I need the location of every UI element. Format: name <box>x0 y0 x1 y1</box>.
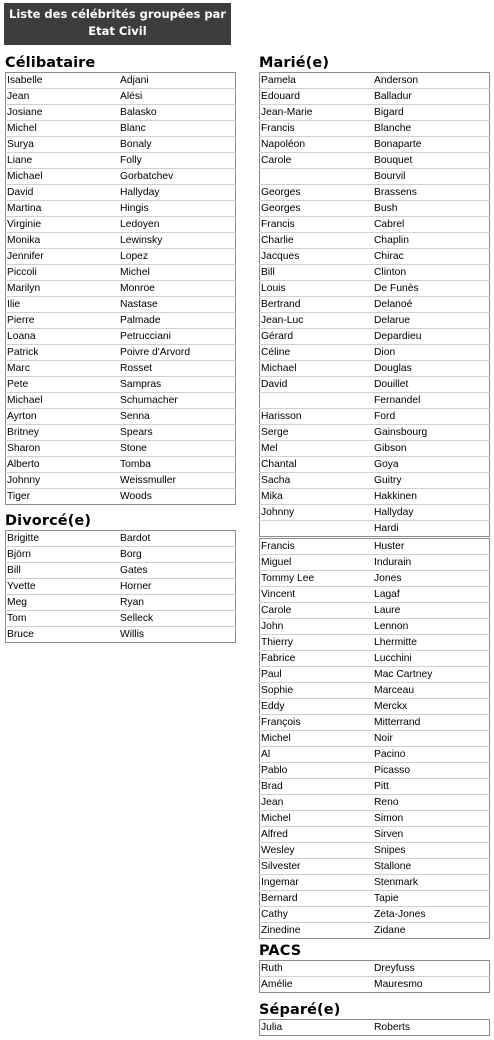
table-row <box>260 393 490 409</box>
table-row <box>6 121 236 137</box>
table-row <box>260 233 490 249</box>
first-name-cell: David <box>6 185 120 201</box>
table-row <box>260 217 490 233</box>
last-name-cell: Bigard <box>373 105 490 121</box>
first-name-cell: Pierre <box>6 313 120 329</box>
last-name-cell: Cabrel <box>373 217 490 233</box>
first-name-cell: Chantal <box>260 457 374 473</box>
table-row <box>260 635 490 651</box>
first-name-cell: Alfred <box>260 827 374 843</box>
first-name-cell: Tiger <box>7 491 31 502</box>
table-row <box>6 345 236 361</box>
last-name-cell: Gibson <box>373 441 490 457</box>
table-row <box>260 843 490 859</box>
first-name-cell: Tommy Lee <box>260 571 374 587</box>
first-name-cell: Pete <box>6 377 120 393</box>
last-name-cell: Tapie <box>373 891 490 907</box>
first-name-cell: Jean <box>260 795 374 811</box>
first-name-cell: Jean-Luc <box>260 313 374 329</box>
last-name-cell: Balasko <box>119 105 236 121</box>
first-name-cell: Michel <box>260 811 374 827</box>
first-name-cell: Brad <box>260 779 374 795</box>
first-name-cell: Sacha <box>260 473 374 489</box>
last-name-cell: Laure <box>373 603 490 619</box>
last-name-cell: Snipes <box>373 843 490 859</box>
first-name-cell: Piccoli <box>6 265 120 281</box>
table-row <box>6 393 236 409</box>
table-row <box>260 313 490 329</box>
last-name-cell: Hakkinen <box>373 489 490 505</box>
first-name-cell: Tom <box>6 611 120 627</box>
first-name-cell: Amélie <box>261 979 293 990</box>
table-row <box>6 489 236 505</box>
table-row <box>6 73 236 89</box>
last-name-cell: Nastase <box>119 297 236 313</box>
first-name-cell: Sophie <box>260 683 374 699</box>
table-row <box>6 217 236 233</box>
table-row <box>260 699 490 715</box>
first-name-cell: Pablo <box>260 763 374 779</box>
table-row <box>6 361 236 377</box>
last-name-cell: Pitt <box>373 779 490 795</box>
first-name-cell: Martina <box>6 201 120 217</box>
last-name-cell: Willis <box>120 629 145 640</box>
first-name-cell: David <box>260 377 374 393</box>
table-row <box>260 281 490 297</box>
last-name-cell: Depardieu <box>373 329 490 345</box>
table-row <box>260 249 490 265</box>
table-row <box>260 859 490 875</box>
last-name-cell: Schumacher <box>119 393 236 409</box>
last-name-cell: Douillet <box>373 377 490 393</box>
celebrity-table <box>259 960 490 993</box>
table-row <box>260 683 490 699</box>
group-heading: Marié(e) <box>259 55 330 71</box>
table-row <box>260 169 490 185</box>
table-row <box>6 297 236 313</box>
table-row <box>260 265 490 281</box>
last-name-cell: Chirac <box>373 249 490 265</box>
first-name-cell: Michel <box>6 121 120 137</box>
table-row <box>6 627 236 643</box>
table-row <box>6 595 236 611</box>
last-name-cell: Stone <box>119 441 236 457</box>
celebrity-table <box>259 538 490 939</box>
last-name-cell: Adjani <box>119 73 236 89</box>
last-name-cell: Horner <box>119 579 236 595</box>
table-row <box>260 105 490 121</box>
table-row <box>260 555 490 571</box>
last-name-cell: Mac Cartney <box>373 667 490 683</box>
first-name-cell: Céline <box>260 345 374 361</box>
page-title-line-1: Liste des célébrités groupées par <box>9 7 226 21</box>
first-name-cell: Virginie <box>6 217 120 233</box>
last-name-cell: Delarue <box>373 313 490 329</box>
table-row <box>260 715 490 731</box>
last-name-cell: Lopez <box>119 249 236 265</box>
last-name-cell: Bonaly <box>119 137 236 153</box>
first-name-cell: Pamela <box>260 73 374 89</box>
last-name-cell: Balladur <box>373 89 490 105</box>
last-name-cell: Anderson <box>373 73 490 89</box>
last-name-cell: Bourvil <box>373 169 490 185</box>
first-name-cell: Miguel <box>260 555 374 571</box>
first-name-cell: Ingemar <box>260 875 374 891</box>
last-name-cell: Guitry <box>373 473 490 489</box>
first-name-cell: Wesley <box>260 843 374 859</box>
first-name-cell: Michael <box>6 393 120 409</box>
last-name-cell: Ledoyen <box>119 217 236 233</box>
page-title <box>4 3 231 45</box>
last-name-cell: Senna <box>119 409 236 425</box>
first-name-cell: Isabelle <box>6 73 120 89</box>
table-row <box>6 547 236 563</box>
last-name-cell: Reno <box>373 795 490 811</box>
first-name-cell: Vincent <box>260 587 374 603</box>
table-row <box>260 457 490 473</box>
first-name-cell: Bruce <box>7 629 34 640</box>
last-name-cell: Bouquet <box>373 153 490 169</box>
last-name-cell: Indurain <box>373 555 490 571</box>
first-name-cell: Jean <box>6 89 120 105</box>
last-name-cell: Chaplin <box>373 233 490 249</box>
table-row <box>260 827 490 843</box>
table-row <box>6 185 236 201</box>
table-row <box>6 153 236 169</box>
table-row <box>260 923 490 939</box>
last-name-cell: Bush <box>373 201 490 217</box>
table-row <box>260 185 490 201</box>
celebrity-table <box>259 1019 490 1036</box>
last-name-cell: Selleck <box>119 611 236 627</box>
table-row <box>260 1020 490 1036</box>
last-name-cell: De Funès <box>373 281 490 297</box>
first-name-cell: Johnny <box>6 473 120 489</box>
first-name-cell: John <box>260 619 374 635</box>
first-name-cell: Michael <box>260 361 374 377</box>
first-name-cell: Ilie <box>6 297 120 313</box>
table-row <box>260 795 490 811</box>
last-name-cell: Blanc <box>119 121 236 137</box>
last-name-cell: Petrucciani <box>119 329 236 345</box>
table-row <box>260 505 490 521</box>
table-row <box>6 265 236 281</box>
last-name-cell: Ford <box>373 409 490 425</box>
first-name-cell: Edouard <box>260 89 374 105</box>
table-row <box>6 377 236 393</box>
table-row <box>6 137 236 153</box>
last-name-cell: Zidane <box>374 925 406 936</box>
last-name-cell: Palmade <box>119 313 236 329</box>
last-name-cell: Zeta-Jones <box>373 907 490 923</box>
last-name-cell: Spears <box>119 425 236 441</box>
last-name-cell: Hallyday <box>119 185 236 201</box>
table-row <box>6 329 236 345</box>
last-name-cell: Lhermitte <box>373 635 490 651</box>
table-row <box>260 409 490 425</box>
table-row <box>6 531 236 547</box>
table-row <box>260 121 490 137</box>
first-name-cell: Michael <box>6 169 120 185</box>
group-heading: Divorcé(e) <box>5 513 92 529</box>
group-pacs <box>259 943 490 993</box>
first-name-cell: Loana <box>6 329 120 345</box>
table-row <box>260 345 490 361</box>
last-name-cell: Dion <box>373 345 490 361</box>
table-row <box>6 169 236 185</box>
last-name-cell: Alési <box>119 89 236 105</box>
first-name-cell: Jacques <box>260 249 374 265</box>
first-name-cell: Liane <box>6 153 120 169</box>
last-name-cell: Ryan <box>119 595 236 611</box>
first-name-cell <box>260 521 374 537</box>
celebrity-table <box>5 530 236 643</box>
first-name-cell: Britney <box>6 425 120 441</box>
first-name-cell: Marilyn <box>6 281 120 297</box>
group-heading: Célibataire <box>5 55 96 71</box>
first-name-cell: Carole <box>260 153 374 169</box>
last-name-cell: Lewinsky <box>119 233 236 249</box>
last-name-cell: Gainsbourg <box>373 425 490 441</box>
table-row <box>260 473 490 489</box>
table-row <box>6 611 236 627</box>
last-name-cell: Woods <box>120 491 152 502</box>
table-row <box>260 977 490 993</box>
first-name-cell: Jean-Marie <box>260 105 374 121</box>
last-name-cell: Roberts <box>374 1022 411 1033</box>
table-row <box>260 89 490 105</box>
table-row <box>260 619 490 635</box>
first-name-cell: François <box>260 715 374 731</box>
first-name-cell: Louis <box>260 281 374 297</box>
first-name-cell <box>260 393 374 409</box>
table-row <box>6 89 236 105</box>
table-row <box>6 441 236 457</box>
last-name-cell: Clinton <box>373 265 490 281</box>
first-name-cell <box>260 169 374 185</box>
table-row <box>260 961 490 977</box>
first-name-cell: Al <box>260 747 374 763</box>
last-name-cell: Merckx <box>373 699 490 715</box>
table-row <box>260 907 490 923</box>
last-name-cell: Hallyday <box>373 505 490 521</box>
first-name-cell: Michel <box>260 731 374 747</box>
first-name-cell: Fabrice <box>260 651 374 667</box>
last-name-cell: Stenmark <box>373 875 490 891</box>
first-name-cell: Ruth <box>260 961 374 977</box>
first-name-cell: Serge <box>260 425 374 441</box>
first-name-cell: Johnny <box>260 505 374 521</box>
table-row <box>6 281 236 297</box>
last-name-cell: Lucchini <box>373 651 490 667</box>
last-name-cell: Lagaf <box>373 587 490 603</box>
celebrity-table <box>5 72 236 505</box>
first-name-cell: Napoléon <box>260 137 374 153</box>
last-name-cell: Jones <box>373 571 490 587</box>
last-name-cell: Fernandel <box>373 393 490 409</box>
last-name-cell: Tomba <box>119 457 236 473</box>
last-name-cell: Monroe <box>119 281 236 297</box>
group-heading: PACS <box>259 943 302 959</box>
first-name-cell: Paul <box>260 667 374 683</box>
last-name-cell: Folly <box>119 153 236 169</box>
first-name-cell: Björn <box>6 547 120 563</box>
first-name-cell: Eddy <box>260 699 374 715</box>
table-row <box>6 579 236 595</box>
group-heading: Séparé(e) <box>259 1002 341 1018</box>
last-name-cell: Poivre d'Arvord <box>119 345 236 361</box>
last-name-cell: Bardot <box>119 531 236 547</box>
first-name-cell: Francis <box>260 217 374 233</box>
table-row <box>260 377 490 393</box>
table-row <box>260 875 490 891</box>
group-celibataire <box>5 55 236 505</box>
table-row <box>260 731 490 747</box>
first-name-cell: Georges <box>260 201 374 217</box>
first-name-cell: Patrick <box>6 345 120 361</box>
last-name-cell: Marceau <box>373 683 490 699</box>
first-name-cell: Josiane <box>6 105 120 121</box>
table-row <box>260 441 490 457</box>
first-name-cell: Bertrand <box>260 297 374 313</box>
table-row <box>6 105 236 121</box>
last-name-cell: Mauresmo <box>374 979 423 990</box>
first-name-cell: Bill <box>6 563 120 579</box>
last-name-cell: Michel <box>119 265 236 281</box>
last-name-cell: Dreyfuss <box>373 961 490 977</box>
last-name-cell: Delanoé <box>373 297 490 313</box>
table-row <box>260 73 490 89</box>
first-name-cell: Georges <box>260 185 374 201</box>
table-row <box>260 137 490 153</box>
first-name-cell: Monika <box>6 233 120 249</box>
table-row <box>260 651 490 667</box>
celebrity-table <box>259 72 490 537</box>
first-name-cell: Surya <box>6 137 120 153</box>
first-name-cell: Bill <box>260 265 374 281</box>
table-row <box>260 361 490 377</box>
table-row <box>6 473 236 489</box>
table-row <box>260 587 490 603</box>
last-name-cell: Hingis <box>119 201 236 217</box>
page-title-line-2: Etat Civil <box>88 24 147 38</box>
first-name-cell: Julia <box>261 1022 283 1033</box>
last-name-cell: Mitterrand <box>373 715 490 731</box>
table-row <box>260 811 490 827</box>
table-row <box>260 521 490 537</box>
last-name-cell: Pacino <box>373 747 490 763</box>
table-row <box>6 313 236 329</box>
last-name-cell: Douglas <box>373 361 490 377</box>
first-name-cell: Ayrton <box>6 409 120 425</box>
table-row <box>260 891 490 907</box>
first-name-cell: Brigitte <box>6 531 120 547</box>
first-name-cell: Bernard <box>260 891 374 907</box>
last-name-cell: Lennon <box>373 619 490 635</box>
first-name-cell: Zinedine <box>261 925 301 936</box>
table-row <box>6 563 236 579</box>
first-name-cell: Thierry <box>260 635 374 651</box>
first-name-cell: Harisson <box>260 409 374 425</box>
first-name-cell: Sharon <box>6 441 120 457</box>
table-row <box>260 667 490 683</box>
last-name-cell: Rosset <box>119 361 236 377</box>
last-name-cell: Hardi <box>374 523 399 534</box>
last-name-cell: Bonaparte <box>373 137 490 153</box>
table-row <box>260 603 490 619</box>
table-row <box>260 539 490 555</box>
last-name-cell: Huster <box>373 539 490 555</box>
first-name-cell: Mika <box>260 489 374 505</box>
first-name-cell: Yvette <box>6 579 120 595</box>
table-row <box>6 425 236 441</box>
first-name-cell: Cathy <box>260 907 374 923</box>
last-name-cell: Gates <box>119 563 236 579</box>
last-name-cell: Goya <box>373 457 490 473</box>
group-marie <box>259 55 490 939</box>
last-name-cell: Blanche <box>373 121 490 137</box>
table-row <box>260 571 490 587</box>
last-name-cell: Stallone <box>373 859 490 875</box>
table-row <box>6 201 236 217</box>
first-name-cell: Silvester <box>260 859 374 875</box>
last-name-cell: Brassens <box>373 185 490 201</box>
table-row <box>6 457 236 473</box>
last-name-cell: Weissmuller <box>119 473 236 489</box>
first-name-cell: Jennifer <box>6 249 120 265</box>
last-name-cell: Gorbatchev <box>119 169 236 185</box>
first-name-cell: Francis <box>260 539 374 555</box>
table-row <box>260 747 490 763</box>
table-row <box>6 409 236 425</box>
last-name-cell: Sirven <box>373 827 490 843</box>
table-row <box>260 201 490 217</box>
first-name-cell: Alberto <box>6 457 120 473</box>
first-name-cell: Marc <box>6 361 120 377</box>
last-name-cell: Sampras <box>119 377 236 393</box>
last-name-cell: Borg <box>119 547 236 563</box>
table-row <box>6 249 236 265</box>
table-row <box>260 779 490 795</box>
group-divorce <box>5 513 236 643</box>
table-row <box>260 297 490 313</box>
table-row <box>260 153 490 169</box>
first-name-cell: Mel <box>260 441 374 457</box>
first-name-cell: Charlie <box>260 233 374 249</box>
first-name-cell: Gérard <box>260 329 374 345</box>
table-row <box>260 329 490 345</box>
first-name-cell: Meg <box>6 595 120 611</box>
last-name-cell: Simon <box>373 811 490 827</box>
table-row <box>260 763 490 779</box>
first-name-cell: Carole <box>260 603 374 619</box>
table-row <box>260 489 490 505</box>
table-row <box>260 425 490 441</box>
table-row <box>6 233 236 249</box>
group-separe <box>259 1002 490 1036</box>
last-name-cell: Noir <box>373 731 490 747</box>
last-name-cell: Picasso <box>373 763 490 779</box>
first-name-cell: Francis <box>260 121 374 137</box>
